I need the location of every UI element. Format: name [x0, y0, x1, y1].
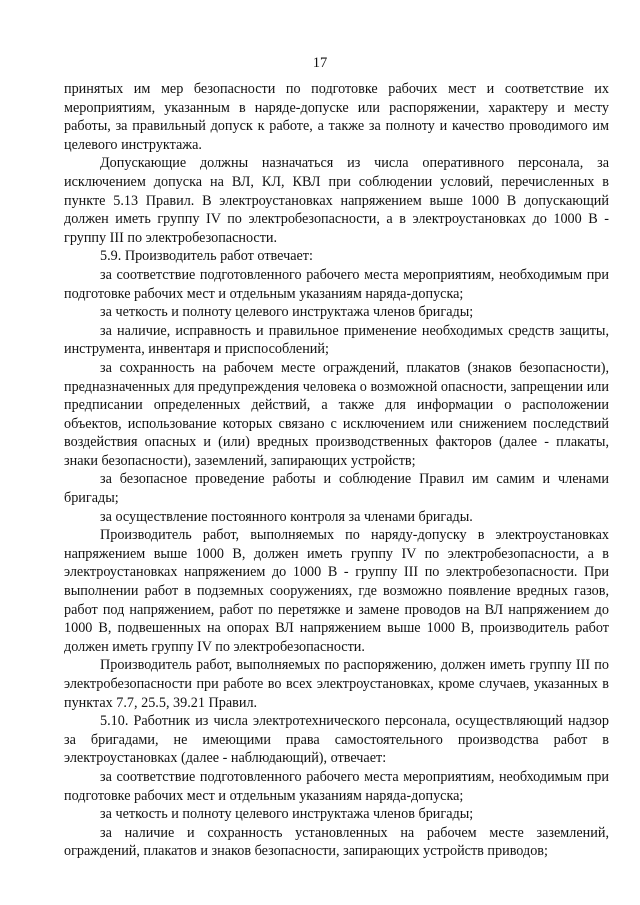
paragraph: Допускающие должны назначаться из числа оперативного персонала, за исключением допуска на ВЛ, КЛ, КВЛ при соблюдении условий, перечисленных в пункте 5.13 Правил. В электроустановках напряжением выше 1000 В допускающий должен иметь группу IV по электробезопасности, а в электроустановках до 1000 В - группу III по электробезопасности.	[64, 155, 609, 246]
list-item: за четкость и полноту целевого инструктажа членов бригады;	[100, 806, 474, 823]
paragraph: Производитель работ, выполняемых по распоряжению, должен иметь группу III по электробезопасности при работе во всех электроустановках, кроме случаев, указанных в пунктах 7.7, 25.5, 39.21 Правил.	[64, 657, 609, 711]
list-item: за четкость и полноту целевого инструктажа членов бригады;	[100, 304, 474, 321]
list-item: за наличие и сохранность установленных на рабочем месте заземлений, ограждений, плакатов и знаков безопасности, запирающих устройств приводов;	[64, 824, 609, 860]
list-item: за безопасное проведение работы и соблюдение Правил им самим и членами бригады;	[64, 471, 609, 507]
page-number: 17	[312, 55, 328, 71]
list-item: за сохранность на рабочем месте ограждений, плакатов (знаков безопасности), предназначенных для предупреждения человека о возможной опасности, запрещении или предписании определенных действий, а также для информации о расположении объектов, использование которых связано с исключением или снижением последствий воздействия опасных и (или) вредных производственных факторов (далее - плакаты, знаки безопасности), заземлений, запирающих устройств;	[64, 359, 609, 469]
list-item: за осуществление постоянного контроля за членами бригады.	[100, 508, 473, 525]
paragraph: принятых им мер безопасности по подготовке рабочих мест и соответствие их мероприятиям, указанным в наряде-допуске или распоряжении, характеру и месту работы, за правильный допуск к работе, а также за полноту и качество проводимого им целевого инструктажа.	[64, 81, 609, 153]
paragraph: Производитель работ, выполняемых по наряду-допуску в электроустановках напряжением выше 1000 В, должен иметь группу IV по электробезопасности, а в электроустановках напряжением до 1000 В - группу III по электробезопасности. При выполнении работ в подземных сооружениях, где возможно появление вредных газов, работ под напряжением, работ по перетяжке и замене проводов на ВЛ напряжением до 1000 В, подвешенных на опорах ВЛ напряжением выше 1000 В, производитель работ должен иметь группу IV по электробезопасности.	[64, 527, 609, 655]
body-text	[64, 80, 609, 861]
list-item: за наличие, исправность и правильное применение необходимых средств защиты, инструмента, инвентаря и приспособлений;	[64, 322, 609, 358]
list-item: за соответствие подготовленного рабочего места мероприятиям, необходимым при подготовке рабочих мест и отдельным указаниям наряда-допуска;	[64, 768, 609, 804]
section-heading: 5.9. Производитель работ отвечает:	[100, 248, 313, 265]
section-heading: 5.10. Работник из числа электротехнического персонала, осуществляющий надзор за бригадами, не имеющими права самостоятельного производства работ в электроустановках (далее - наблюдающий), отвечает:	[64, 713, 609, 767]
list-item: за соответствие подготовленного рабочего места мероприятиям, необходимым при подготовке рабочих мест и отдельным указаниям наряда-допуска;	[64, 266, 609, 302]
